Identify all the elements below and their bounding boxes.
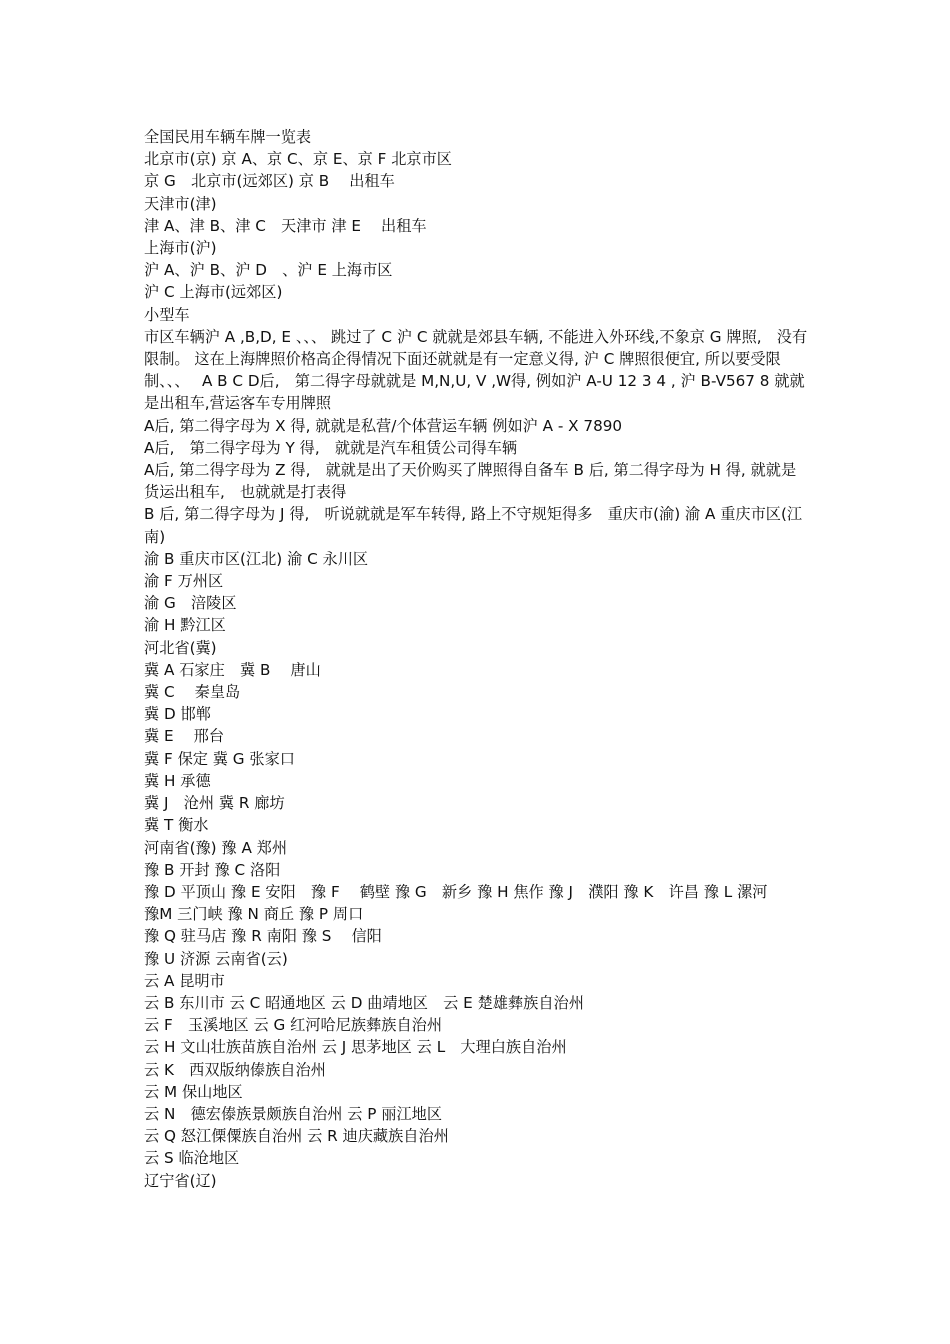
text-line: 津 A、津 B、津 C 天津市 津 E 出租车 [144, 216, 427, 235]
text-line: 豫 U 济源 云南省(云) [144, 949, 288, 968]
text-line: 云 A 昆明市 [144, 971, 225, 990]
text-line: 冀 E 邢台 [144, 727, 225, 746]
text-line: 云 N 德宏傣族景颇族自治州 云 P 丽江地区 [144, 1104, 443, 1123]
text-paragraph: A后, 第二得字母为 Z 得, 就就是出了天价购买了牌照得自备车 B 后, 第二得字母为 H 得, 就就是货运出租车, 也就就是打表得 [144, 461, 797, 502]
document-body [144, 126, 809, 1192]
section-heading: 上海市(沪) [144, 239, 217, 258]
text-line: A后, 第二得字母为 Y 得, 就就是汽车租赁公司得车辆 [144, 438, 518, 457]
text-paragraph: 豫 D 平顶山 豫 E 安阳 豫 F 鹤壁 豫 G 新乡 豫 H 焦作 豫 J 濮阳 豫 K 许昌 豫 L 漯河 [144, 882, 768, 901]
text-line: 渝 B 重庆市区(江北) 渝 C 永川区 [144, 549, 369, 568]
section-heading: 小型车 [144, 305, 190, 324]
text-line: 豫 B 开封 豫 C 洛阳 [144, 860, 281, 879]
text-line: 渝 F 万州区 [144, 572, 224, 591]
text-line: 云 M 保山地区 [144, 1082, 243, 1101]
text-line: 冀 D 邯郸 [144, 705, 211, 724]
text-line: 冀 C 秦皇岛 [144, 683, 241, 702]
text-line: 沪 C 上海市(远郊区) [144, 283, 283, 302]
document-title: 全国民用车辆车牌一览表 [144, 128, 312, 146]
text-line: 冀 H 承德 [144, 771, 211, 790]
text-line: 河南省(豫) 豫 A 郑州 [144, 838, 288, 857]
text-line: A后, 第二得字母为 X 得, 就就是私营/个体营运车辆 例如沪 A - X 7890 [144, 416, 623, 435]
text-line: 冀 J 沧州 冀 R 廊坊 [144, 794, 285, 813]
text-line: 京 G 北京市(远郊区) 京 B 出租车 [144, 172, 395, 191]
text-paragraph: 市区车辆沪 A ,B,D, E 、、、 跳过了 C 沪 C 就就是郊县车辆, 不能进入外环线,不象京 G 牌照, 没有限制。 这在上海牌照价格高企得情况下面还就就是有一定意义得, 沪 C 牌照很便宜, 所以要受限制、、、 A B C D后, 第二得字母就就是 M,N,U, V ,W得, 例如沪 A-U 12 3 4 , 沪 B-V567 8 就就是出租车,营运客车专用牌照 [144, 327, 808, 413]
section-heading: 天津市(津) [144, 194, 217, 213]
text-line: 冀 A 石家庄 冀 B 唐山 [144, 660, 321, 679]
text-line: 沪 A、沪 B、沪 D 、沪 E 上海市区 [144, 261, 393, 280]
text-line: 冀 F 保定 冀 G 张家口 [144, 749, 295, 768]
text-paragraph: B 后, 第二得字母为 J 得, 听说就就是军车转得, 路上不守规矩得多 重庆市(渝) 渝 A 重庆市区(江南) [144, 505, 803, 546]
section-heading: 河北省(冀) [144, 638, 217, 657]
text-line: 云 B 东川市 云 C 昭通地区 云 D 曲靖地区 云 E 楚雄彝族自治州 [144, 993, 584, 1012]
text-line: 云 F 玉溪地区 云 G 红河哈尼族彝族自治州 [144, 1016, 443, 1035]
text-line: 云 S 临沧地区 [144, 1149, 240, 1168]
text-line: 冀 T 衡水 [144, 816, 209, 835]
text-line: 豫M 三门峡 豫 N 商丘 豫 P 周口 [144, 905, 364, 924]
text-line: 渝 H 黔江区 [144, 616, 226, 635]
text-line: 云 K 西双版纳傣族自治州 [144, 1060, 326, 1079]
text-line: 云 Q 怒江傈僳族自治州 云 R 迪庆藏族自治州 [144, 1127, 449, 1146]
section-heading: 辽宁省(辽) [144, 1171, 217, 1190]
text-line: 北京市(京) 京 A、京 C、京 E、京 F 北京市区 [144, 150, 452, 169]
text-line: 云 H 文山壮族苗族自治州 云 J 思茅地区 云 L 大理白族自治州 [144, 1038, 567, 1057]
text-line: 渝 G 涪陵区 [144, 594, 237, 613]
text-line: 豫 Q 驻马店 豫 R 南阳 豫 S 信阳 [144, 927, 382, 946]
